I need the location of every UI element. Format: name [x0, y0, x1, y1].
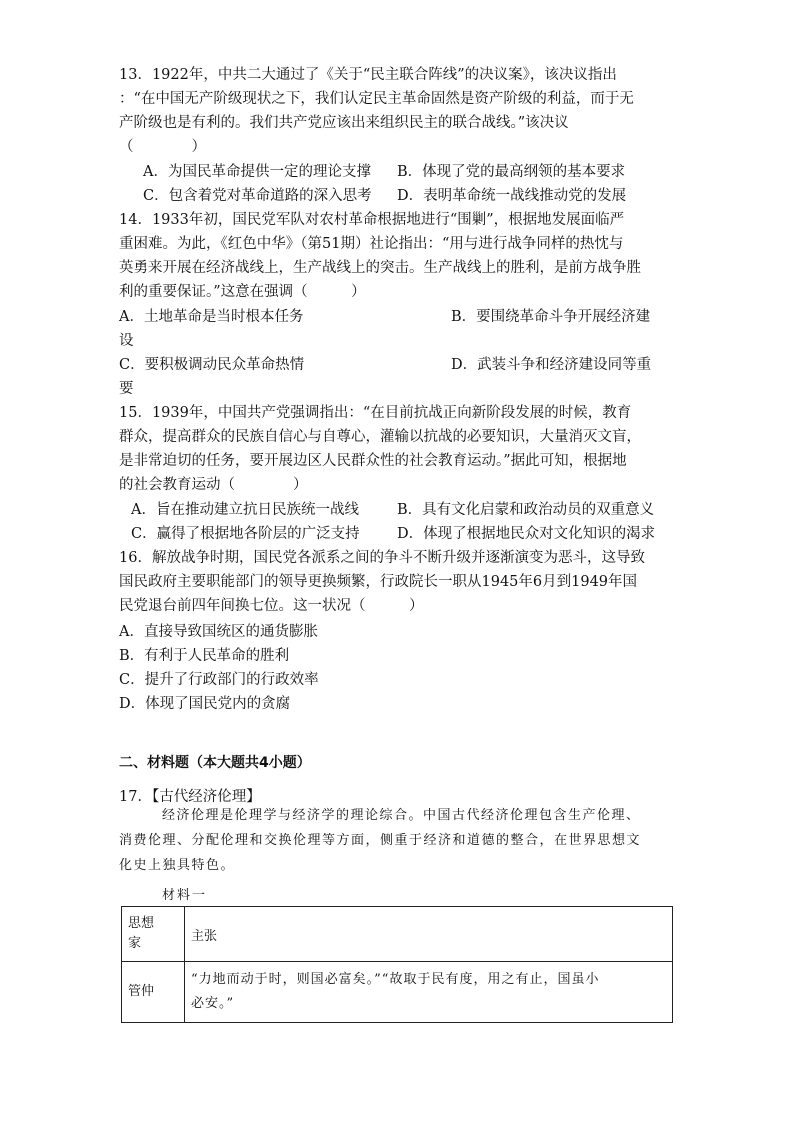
section-2-title: 二、材料题（本大题共4小题） [119, 755, 311, 771]
q15-stem-line-1: 15．1939年，中国共产党强调指出：“在目前抗战正向新阶段发展的时候，教育 [119, 405, 632, 421]
q15-option-c[interactable]: C．赢得了根据地各阶层的广泛支持 [131, 526, 360, 542]
q17-intro-line-2: 消费伦理、分配伦理和交换伦理等方面，侧重于经济和道德的整合，在世界思想文 [119, 833, 642, 848]
q13-option-a[interactable]: A．为国民革命提供一定的理论支撑 [143, 164, 371, 180]
header-thinker-cell [122, 907, 185, 962]
q16-option-b[interactable]: B．有利于人民革命的胜利 [119, 648, 290, 664]
q17-label: 17．【古代经济伦理】 [119, 789, 261, 805]
q14-stem-line-3: 英勇来开展在经济战线上，生产战线上的突击。生产战线上的胜利，是前方战争胜 [119, 260, 641, 276]
q14-option-c[interactable]: C．要积极调动民众革命热情 [119, 357, 305, 373]
row-thinker-cell [122, 962, 185, 1023]
q13-stem-line-1: 13．1922年，中共二大通过了《关于“民主联合阵线”的决议案》，该决议指出 [119, 67, 617, 83]
header-proposition-label: 主张 [191, 928, 218, 944]
q14-stem-line-2: 重困难。为此，《红色中华》（第51期）社论指出：“用与进行战争同样的热忱与 [119, 236, 624, 252]
q17-intro-line-3: 化史上独具特色。 [119, 858, 236, 873]
table-header-row [122, 907, 673, 962]
q14-stem-line-1: 14．1933年初，国民党军队对农村革命根据地进行“围剿”，根据地发展面临严 [119, 212, 625, 228]
q15-option-d[interactable]: D．体现了根据地民众对文化知识的渴求 [397, 526, 656, 542]
material-1-table [121, 906, 673, 1023]
q15-stem-line-2: 群众，提高群众的民族自信心与自尊心，灌输以抗战的必要知识，大量消灭文盲， [119, 429, 641, 445]
q14-option-d-wrap: 要 [119, 381, 134, 397]
material-1-label: 材料一 [162, 888, 208, 903]
q17-intro-line-1: 经济伦理是伦理学与经济学的理论综合。中国古代经济伦理包含生产伦理、 [162, 808, 641, 823]
q16-stem-line-1: 16．解放战争时期，国民党各派系之间的争斗不断升级并逐渐演变为恶斗，这导致 [119, 550, 645, 566]
q13-stem-line-2: ：“在中国无产阶级现状之下，我们认定民主革命固然是资产阶级的利益，而于无 [119, 91, 634, 107]
q16-option-d[interactable]: D．体现了国民党内的贪腐 [119, 696, 291, 712]
table-row [122, 962, 673, 1023]
q13-option-b[interactable]: B．体现了党的最高纲领的基本要求 [397, 164, 626, 180]
row-proposition-line-1: “力地而动于时，则国必富矣。”“故取于民有度，用之有止，国虽小 [191, 972, 600, 987]
q13-option-d[interactable]: D．表明革命统一战线推动党的发展 [397, 188, 627, 204]
q16-option-c[interactable]: C．提升了行政部门的行政效率 [119, 672, 319, 688]
q13-answer-blank: （ ） [119, 139, 206, 155]
q14-option-d[interactable]: D．武装斗争和经济建设同等重 [451, 357, 652, 373]
q14-option-b-wrap: 设 [119, 333, 134, 349]
q15-option-b[interactable]: B．具有文化启蒙和政治动员的双重意义 [397, 502, 655, 518]
q14-stem-line-4: 利的重要保证。”这意在强调（ ） [119, 284, 366, 300]
q16-stem-line-2: 国民政府主要职能部门的领导更换频繁，行政院长一职从1945年6月到1949年国 [119, 574, 638, 590]
header-thinker-line-1: 思想 [128, 916, 155, 931]
row-proposition-line-2: 必安。” [191, 996, 235, 1011]
q13-option-c[interactable]: C．包含着党对革命道路的深入思考 [143, 188, 372, 204]
q13-stem-line-3: 产阶级也是有利的。我们共产党应该出来组织民主的联合战线。”该决议 [119, 115, 569, 131]
q14-option-a[interactable]: A．土地革命是当时根本任务 [119, 309, 304, 325]
q15-stem-line-4: 的社会教育运动（ ） [119, 477, 308, 493]
row-thinker-name: 管仲 [128, 984, 155, 999]
q14-option-b[interactable]: B．要围绕革命斗争开展经济建 [451, 309, 651, 325]
header-proposition-cell [185, 907, 673, 962]
row-proposition-cell [185, 962, 673, 1023]
header-thinker-line-2: 家 [128, 936, 142, 951]
q15-stem-line-3: 是非常迫切的任务，要开展边区人民群众性的社会教育运动。”据此可知，根据地 [119, 453, 627, 469]
q15-option-a[interactable]: A．旨在推动建立抗日民族统一战线 [131, 502, 359, 518]
q16-stem-line-3: 民党退台前四年间换七位。这一状况（ ） [119, 598, 424, 614]
q16-option-a[interactable]: A．直接导致国统区的通货膨胀 [119, 624, 318, 640]
